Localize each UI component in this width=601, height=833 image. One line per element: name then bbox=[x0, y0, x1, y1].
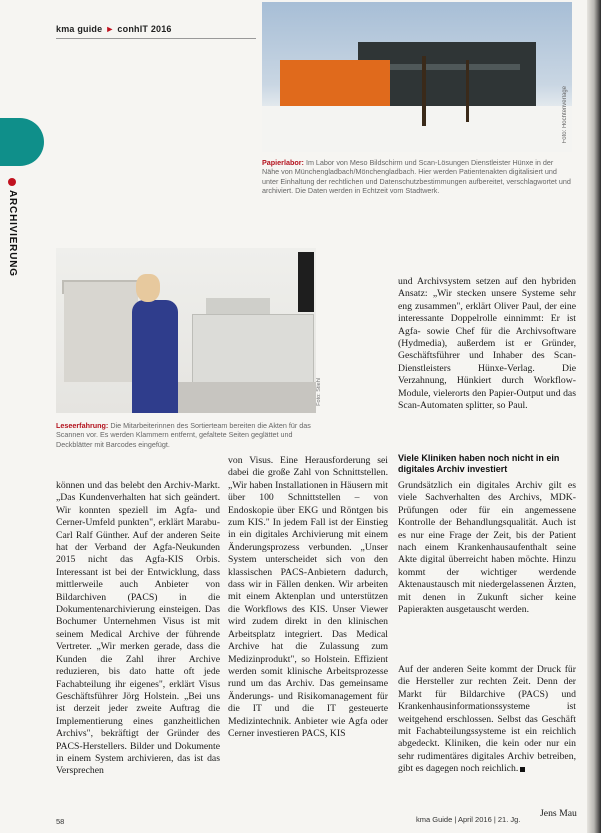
article-column-3-top bbox=[398, 276, 576, 412]
issue-info: kma Guide | April 2016 | 21. Jg. bbox=[416, 815, 521, 824]
tree-trunk bbox=[422, 56, 426, 126]
monitor bbox=[298, 252, 314, 312]
work-table bbox=[176, 382, 316, 413]
article-column-1 bbox=[56, 480, 220, 778]
subheading: Viele Kliniken haben noch nicht in ein digitales Archiv investiert bbox=[398, 453, 560, 475]
header-rule bbox=[56, 38, 256, 39]
caption-text: Die Mitarbeiterinnen des Sortierteam bereiten die Akten für das Scannen vor. Es werden Klammern entfernt, gefaltete Seiten geglättet und Deckblätter mit Barcodes eingefügt. bbox=[56, 421, 311, 449]
tree-trunk bbox=[466, 60, 469, 122]
caption-text: Im Labor von Meso Bildschirm und Scan-Lösungen Dienstleister Hünxe in der Nähe von Münchengladbach/Mönchengladbach. Hier werden Patientenakten digitalisiert und unter Einhaltung der rechtlichen und Datenschutzbestimmungen aufbereitet, verschlagwortet und archiviert. Die Daten werden in Echtzeit vom Stadtwerk. bbox=[262, 158, 571, 196]
photo-credit: Foto: Hochtenverlage bbox=[562, 86, 568, 144]
building-window-band bbox=[370, 64, 520, 70]
article-column-3-middle bbox=[398, 480, 576, 616]
article-column-2 bbox=[228, 455, 388, 740]
section-name: conhIT 2016 bbox=[117, 24, 172, 34]
building-orange-block bbox=[280, 60, 390, 112]
building-photo bbox=[262, 2, 572, 152]
section-tab bbox=[0, 118, 44, 166]
page-edge-shadow bbox=[587, 0, 601, 833]
caption-label: Leseerfahrung: bbox=[56, 421, 109, 430]
author-signoff: Jens Mau bbox=[540, 808, 577, 819]
section-marker-dot bbox=[8, 178, 16, 186]
photo-caption bbox=[262, 158, 572, 196]
page-number: 58 bbox=[56, 817, 65, 826]
running-header bbox=[56, 24, 172, 34]
caption-label: Papierlabor: bbox=[262, 158, 304, 167]
subheading-box bbox=[398, 453, 576, 479]
paragraph bbox=[398, 664, 576, 776]
section-label: ARCHIVIERUNG bbox=[7, 190, 18, 277]
publication-name: kma guide bbox=[56, 24, 103, 34]
shelf bbox=[64, 282, 138, 382]
paragraph-text: Auf der anderen Seite kommt der Druck für die Hersteller zur rechten Zeit. Denn der Markt für Bildarchive (PACS) und Krankenhausinformationssysteme ist weitgehend erschlossen. Selbst das Geschäft mit Fachabteilungssysteme ist ein reichlich abgedeckt. Kliniken, die kein oder nur ein sehr rudimentäres digitales Archiv betreiben, gibt es dagegen noch reichlich. bbox=[398, 664, 576, 775]
paragraph: und Archivsystem setzen auf den hybriden Ansatz: „Wir stecken unsere Systeme sehr eng zusammen", erklärt Oliver Paul, der eine interessante Doppelrolle einnimmt: Er ist Agfa- sowie Chef für die Archivsoftware (Hydmedia), außerdem ist er Gründer, Geschäftsführer und Inhaber des Scan-Dienstleisters Hünxe-Verlag. Die Verzahnung, Hünkiert durch Workflow-Module, vielerorts den Papier-Output und das Scan-Automaten splitter, so Paul. bbox=[398, 276, 576, 412]
person-head bbox=[136, 274, 160, 302]
photo-credit: Foto: Stiehl bbox=[316, 378, 322, 406]
snow-ground bbox=[262, 106, 572, 152]
photo-caption bbox=[56, 421, 318, 449]
header-arrow-icon: ► bbox=[105, 24, 115, 34]
scanner-machine bbox=[192, 314, 314, 386]
end-mark-icon bbox=[520, 767, 525, 772]
paragraph: Grundsätzlich ein digitales Archiv gilt es viele Sachverhalten des Archivs, MDK-Prüfungen oder für ein angemessene Kontrolle der Behandlungsqualität. Auch ist es nur eine Frage der Zeit, bis der Patient nach einem Krankenhausaufenthalt seine Akte digital überreicht haben möchte. Hinzu kommt der wichtiger werdende Aktenaustausch mit niedergelassenen Ärzten, mit denen in Zukunft sicher keine Papierakten ausgetauscht werden. bbox=[398, 480, 576, 616]
article-column-3-bottom bbox=[398, 664, 576, 776]
scanning-room-photo bbox=[56, 248, 316, 413]
paragraph: können und das belebt den Archiv-Markt. „Das Kundenverhalten hat sich geändert. Wir konnten speziell im Agfa- und Cerner-Umfeld punkten", erklärt Marabu-Carl Ralf Günther. Auf der anderen Seite hat der Verband der Agfa-Neukunden 2015 nicht das Agfa-KIS Orbis. Interessant ist bei der Entwicklung, dass mittlerweile auch Anbieter von Bildarchiven (PACS) in die Dokumentenarchivierung einsteigen. Das Bochumer Unternehmen Visus ist mit seinem Medical Archive der führende Vertreter. „Wir merken gerade, dass die Kunden die Zahl ihrer Archive reduzieren, bis dato hatte oft jede Fachabteilung ihr eigenes", erklärt Visus Geschäftsführer Jörg Holstein. „Bei uns ist derzeit jeder zweite Auftrag die Implementierung eines ganzheitlichen Archivs", bekräftigt der Gründer des PACS-Herstellers. Bilder und Dokumente in einem System archivieren, das ist das Versprechen bbox=[56, 480, 220, 777]
paragraph: von Visus. Eine Herausforderung sei dabei die große Zahl von Schnittstellen. „Wir haben Installationen in Häusern mit über 100 Schnittstellen – von Endoskopie über EKG und Röntgen bis zum KIS." In jedem Fall ist der Einstieg in ein digitales Archivierung mit einem Änderungsprozess verbunden. „Unser System unterscheidet sich von den klassischen PACS-Anbietern dadurch, dass wir in Fällen denken. Wir arbeiten mit einem Aktenplan und unterstützen die Workflows des KIS. Unser Viewer wird zudem direkt in den klinischen Arbeitsplatz integriert. Das Medical Archive hat die Zulassung zum Medizinprodukt", so Holstein. Effizient werden somit klinische Arbeitsprozesse rund um das Archiv. Das gemeinsame Änderungs- und Risikomanagement für die IT und die IT gesteuerte Medizintechnik. Anbieter wie Agfa oder Cerner investieren PACS, KIS bbox=[228, 455, 388, 739]
person-body bbox=[132, 300, 178, 413]
